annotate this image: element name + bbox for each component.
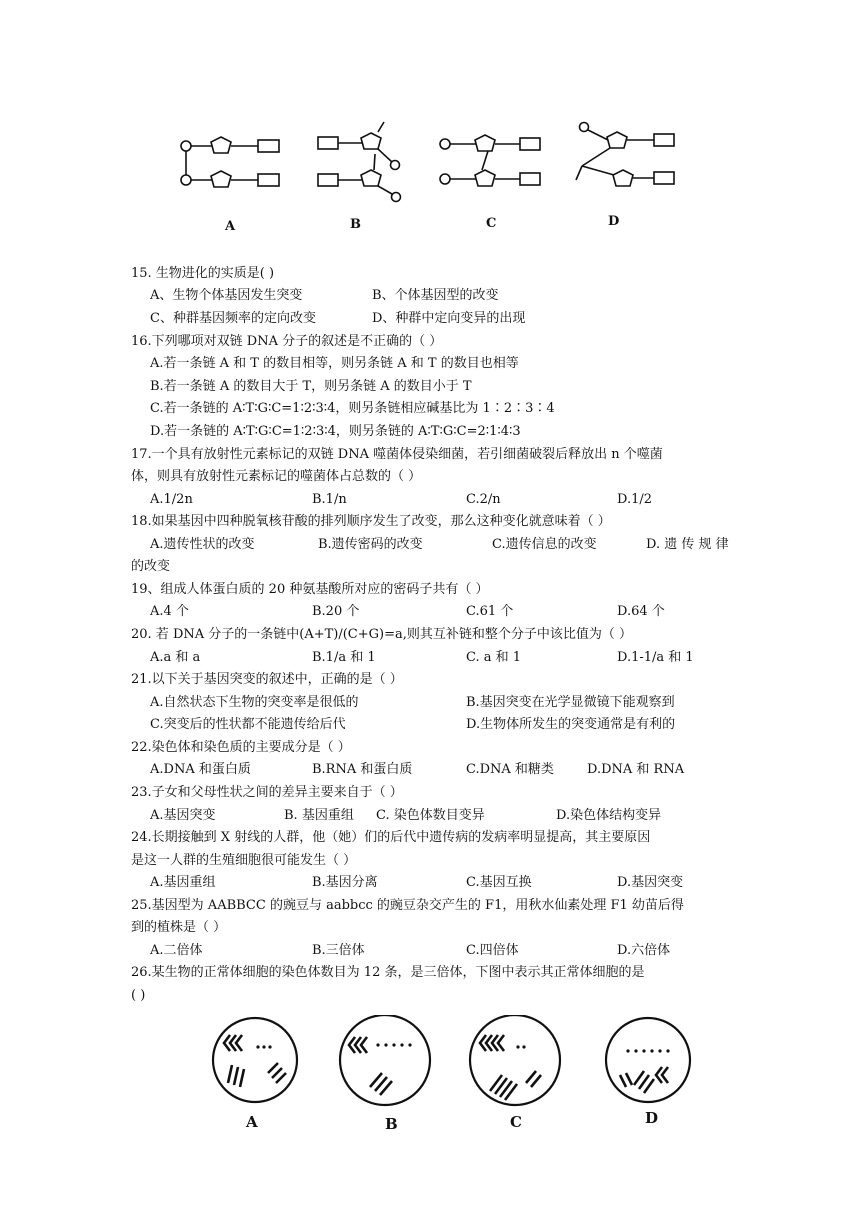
- option-a: A.二倍体: [150, 943, 203, 958]
- option-d: D.1-1/a 和 1: [617, 650, 694, 665]
- question-stem: 19、组成人体蛋白质的 20 种氨基酸所对应的密码子共有（ ）: [131, 582, 489, 597]
- cell-option-d: [606, 1018, 690, 1102]
- question-stem: 18.如果基因中四种脱氧核苷酸的排列顺序发生了改变，那么这种变化就意味着（ ）: [131, 514, 611, 529]
- cell-label-d: D: [645, 1109, 659, 1127]
- diagram-label-d: D: [608, 214, 620, 229]
- option-b: B.RNA 和蛋白质: [312, 762, 413, 777]
- nucleotide-diagram: [170, 110, 690, 240]
- option-a: A.a 和 a: [150, 650, 201, 665]
- option-a: A.自然状态下生物的突变率是很低的: [150, 695, 359, 710]
- option-d: D.64 个: [617, 604, 665, 619]
- cell-label-a: A: [246, 1113, 258, 1131]
- option-d-cont: 的改变: [131, 559, 171, 574]
- chromosome-cell-diagram: [200, 1015, 720, 1140]
- option-d: D.六倍体: [617, 943, 671, 958]
- question-stem: 22.染色体和染色质的主要成分是（ ）: [131, 740, 351, 755]
- cell-option-a: [213, 1018, 297, 1102]
- question-stem: 25.基因型为 AABBCC 的豌豆与 aabbcc 的豌豆杂交产生的 F1，用秋水仙素处理 F1 幼苗后得: [131, 898, 684, 913]
- option-c: C.若一条链的 A∶T∶G∶C=1∶2∶3∶4，则另条链相应碱基比为 1∶2∶3∶4: [150, 401, 555, 416]
- option-b: B.若一条链 A 的数目大于 T，则另条链 A 的数目小于 T: [150, 379, 472, 394]
- option-d: D.染色体结构变异: [556, 808, 662, 823]
- option-c: C.61 个: [466, 604, 514, 619]
- option-c: C. 染色体数目变异: [376, 808, 485, 823]
- cell-label-b: B: [385, 1115, 398, 1133]
- question-stem: 15. 生物进化的实质是( ): [131, 266, 275, 281]
- option-a: A.若一条链 A 和 T 的数目相等，则另条链 A 和 T 的数目也相等: [150, 356, 519, 371]
- diagram-label-a: A: [225, 219, 236, 234]
- option-b: B.基因突变在光学显微镜下能观察到: [466, 695, 675, 710]
- question-stem-cont: 体，则具有放射性元素标记的噬菌体占总数的（ ）: [131, 469, 422, 484]
- option-a: A.遗传性状的改变: [150, 537, 255, 552]
- option-a: A.1/2n: [150, 492, 193, 507]
- option-c: C.2/n: [466, 492, 501, 507]
- option-b: B.基因分离: [312, 875, 378, 890]
- option-d: D.生物体所发生的突变通常是有利的: [466, 717, 676, 732]
- option-b: B.20 个: [312, 604, 360, 619]
- option-a: A.基因突变: [150, 808, 216, 823]
- cell-option-c: [470, 1015, 560, 1105]
- nucleotide-option-c: [440, 135, 540, 186]
- option-c: C.基因互换: [466, 875, 532, 890]
- option-c: C.DNA 和糖类: [466, 762, 554, 777]
- option-a: A.DNA 和蛋白质: [150, 762, 251, 777]
- option-b: B.三倍体: [312, 943, 365, 958]
- option-d: D. 遗 传 规 律: [646, 537, 729, 552]
- option-d: D.DNA 和 RNA: [587, 762, 685, 777]
- option-b: B.遗传密码的改变: [318, 537, 423, 552]
- option-c: C. a 和 1: [466, 650, 522, 665]
- question-stem: 24.长期接触到 X 射线的人群，他（她）们的后代中遗传病的发病率明显提高，其主要原因: [131, 830, 651, 845]
- option-c: C.突变后的性状都不能遗传给后代: [150, 717, 346, 732]
- question-stem: 20. 若 DNA 分子的一条链中(A+T)/(C+G)=a,则其互补链和整个分子中该比值为（ ）: [131, 627, 633, 642]
- option-b: B. 基因重组: [284, 808, 354, 823]
- diagram-label-b: B: [350, 217, 361, 232]
- option-a: A、生物个体基因发生突变: [150, 288, 303, 303]
- cell-option-b: [340, 1015, 430, 1105]
- option-a: A.4 个: [150, 604, 189, 619]
- option-b: B.1/a 和 1: [312, 650, 376, 665]
- option-d: D.若一条链的 A∶T∶G∶C=1∶2∶3∶4，则另条链的 A∶T∶G∶C=2∶1∶4∶3: [150, 424, 521, 439]
- option-d: D.基因突变: [617, 875, 684, 890]
- question-stem: 21.以下关于基因突变的叙述中，正确的是（ ）: [131, 672, 403, 687]
- option-a: A.基因重组: [150, 875, 216, 890]
- question-stem: 16.下列哪项对双链 DNA 分子的叙述是不正确的（ ）: [131, 334, 443, 349]
- question-stem-cont: ( ): [131, 988, 146, 1003]
- option-c: C.四倍体: [466, 943, 519, 958]
- option-c: C、种群基因频率的定向改变: [150, 311, 316, 326]
- option-b: B.1/n: [312, 492, 347, 507]
- question-stem-cont: 到的植株是（ ）: [131, 920, 227, 935]
- option-d: D.1/2: [617, 492, 653, 507]
- question-stem: 17.一个具有放射性元素标记的双链 DNA 噬菌体侵染细菌，若引细菌破裂后释放出 n 个噬菌: [131, 447, 663, 462]
- nucleotide-option-b: [318, 122, 401, 202]
- nucleotide-option-a: [181, 137, 279, 187]
- diagram-label-c: C: [486, 216, 497, 231]
- question-stem: 26.某生物的正常体细胞的染色体数目为 12 条，是三倍体，下图中表示其正常体细胞的是: [131, 965, 645, 980]
- cell-label-c: C: [510, 1113, 522, 1131]
- nucleotide-option-d: [576, 123, 674, 187]
- option-b: B、个体基因型的改变: [372, 288, 499, 303]
- question-stem: 23.子女和父母性状之间的差异主要来自于（ ）: [131, 785, 403, 800]
- question-stem-cont: 是这一人群的生殖细胞很可能发生（ ）: [131, 853, 357, 868]
- option-d: D、种群中定向变异的出现: [372, 311, 526, 326]
- option-c: C.遗传信息的改变: [492, 537, 597, 552]
